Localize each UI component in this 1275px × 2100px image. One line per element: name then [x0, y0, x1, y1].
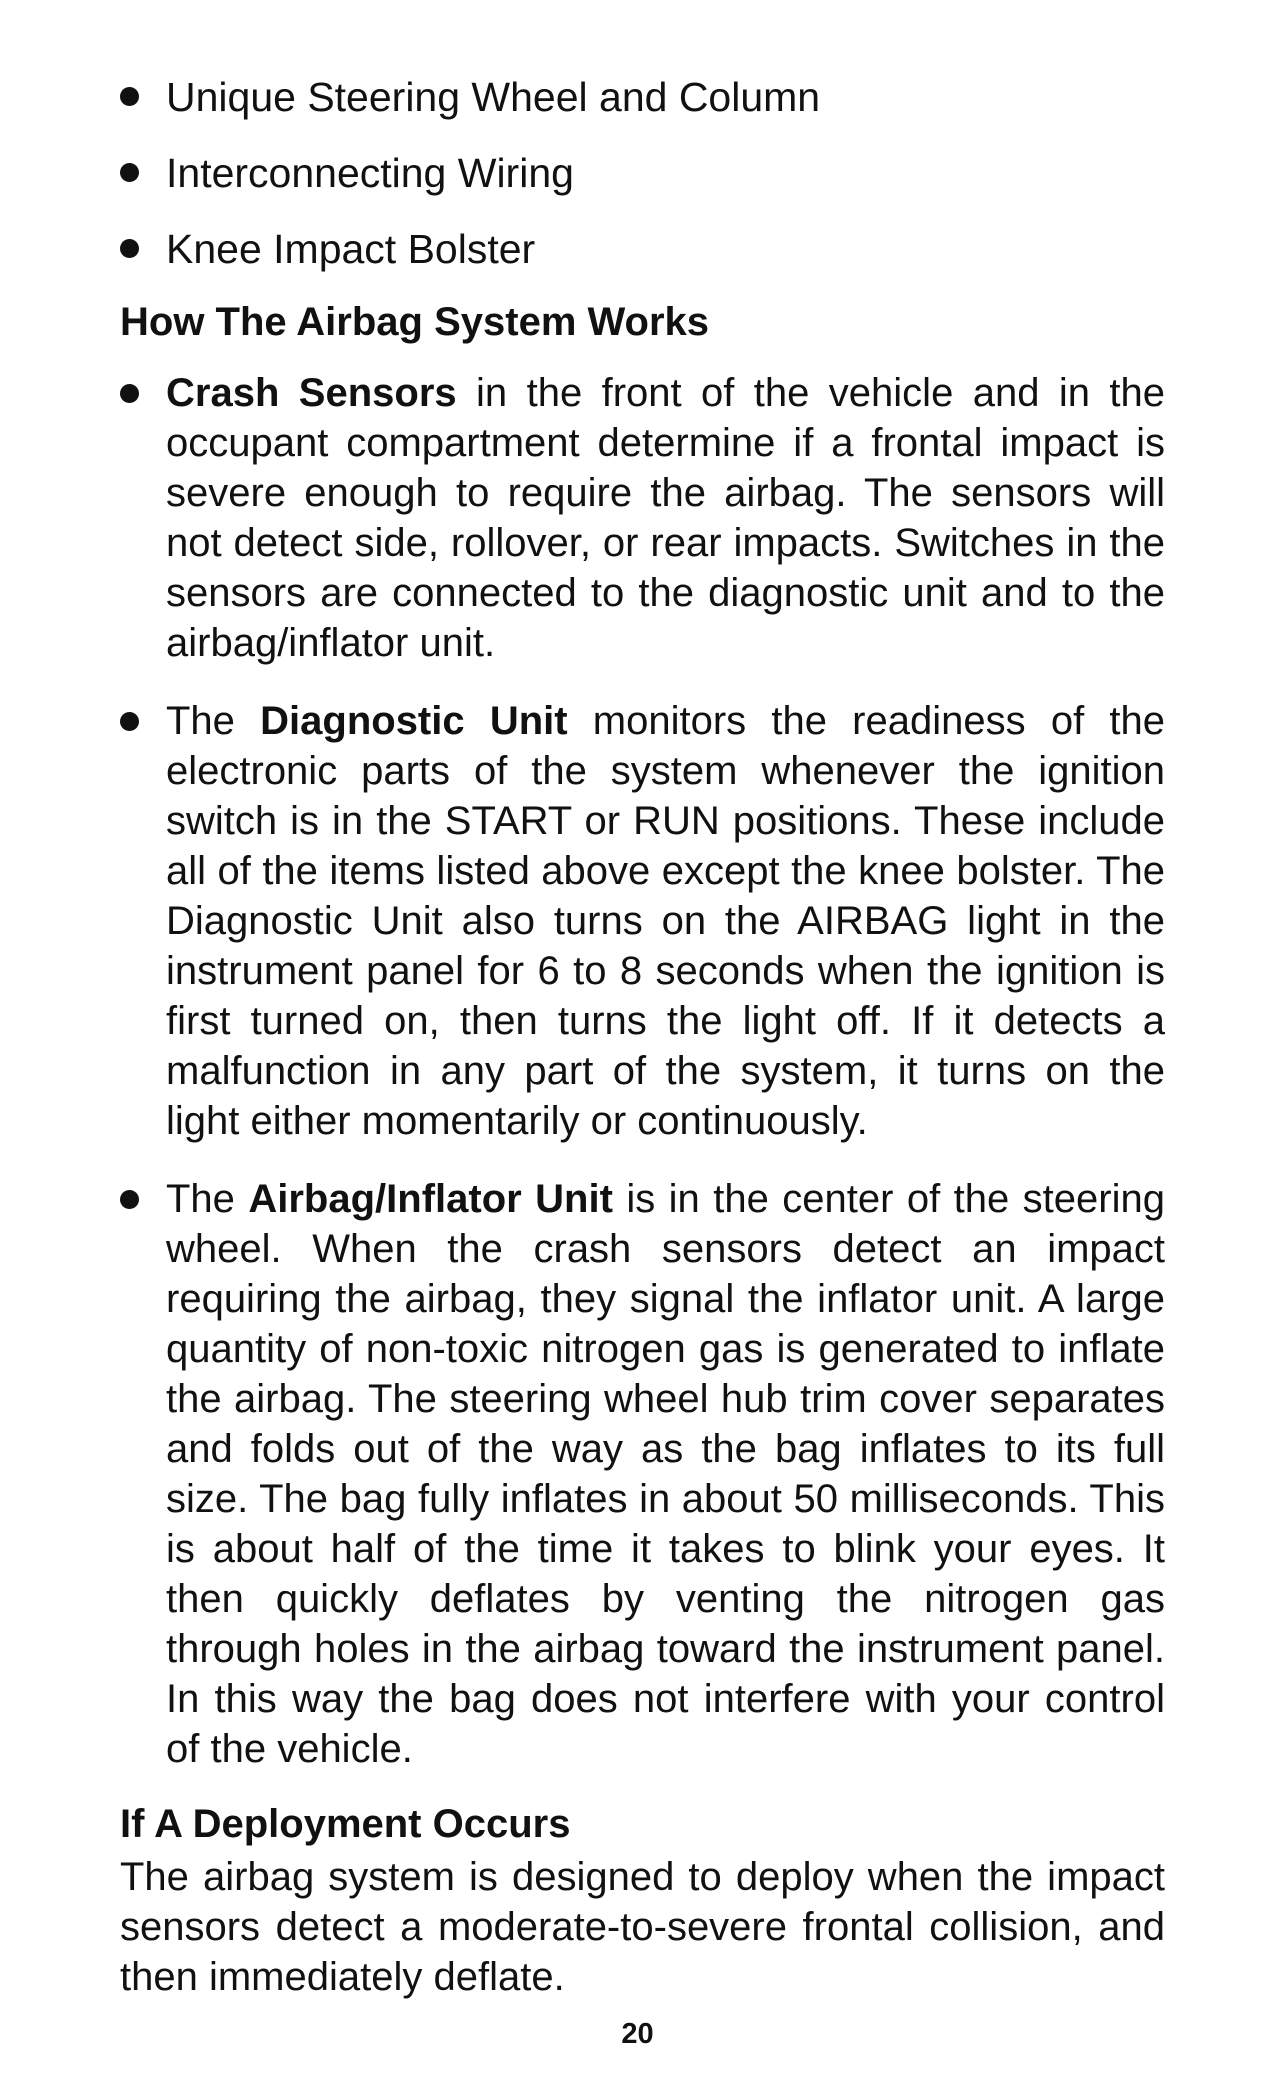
manual-page — [120, 72, 1165, 2002]
section-heading-deployment: If A Deployment Occurs — [120, 1802, 571, 1846]
component-list — [120, 72, 1165, 274]
list-item — [120, 148, 1165, 198]
list-item-text: Unique Steering Wheel and Column — [166, 74, 821, 120]
item-lead: The — [166, 1177, 249, 1221]
bullet-icon — [120, 163, 139, 182]
section-heading-how-it-works: How The Airbag System Works — [120, 300, 710, 344]
term-diagnostic-unit: Diagnostic Unit — [260, 699, 568, 743]
bullet-icon — [120, 239, 139, 258]
deployment-paragraph: The airbag system is designed to deploy when the impact sensors detect a moderate-to-severe frontal collision, and then immediately deflate. — [120, 1855, 1165, 1999]
list-item — [120, 368, 1165, 668]
item-description: is in the center of the steering wheel. When the crash sensors detect an impact requiring the airbag, they signal the inflator unit. A large quantity of non-toxic nitrogen gas is generated to inflate the airbag. The steering wheel hub trim cover separates and folds out of the way as the bag inflates to its full size. The bag fully inflates in about 50 milliseconds. This is about half of the time it takes to blink your eyes. It then quickly deflates by venting the nitrogen gas through holes in the airbag toward the instrument panel. In this way the bag does not interfere with your control of the vehicle. — [166, 1177, 1165, 1771]
bullet-icon — [120, 1190, 139, 1209]
item-description: in the front of the vehicle and in the occupant compartment determine if a frontal impact is severe enough to require the airbag. The sensors will not detect side, rollover, or rear impacts. Switches in the sensors are connected to the diagnostic unit and to the airbag/inflator unit. — [166, 371, 1166, 665]
item-lead: The — [166, 699, 261, 743]
list-item-text: Interconnecting Wiring — [166, 150, 574, 196]
term-crash-sensors: Crash Sensors — [166, 371, 457, 415]
list-item-text: Knee Impact Bolster — [166, 226, 536, 272]
how-it-works-list — [120, 368, 1165, 1774]
list-item — [120, 72, 1165, 122]
term-airbag-inflator-unit: Airbag/Inflator Unit — [248, 1177, 613, 1221]
bullet-icon — [120, 87, 139, 106]
list-item — [120, 1174, 1165, 1774]
item-description: monitors the readiness of the electronic parts of the system whenever the ignition switch is in the START or RUN positions. These include all of the items listed above except the knee bolster. The Diagnostic Unit also turns on the AIRBAG light in the instrument panel for 6 to 8 seconds when the ignition is first turned on, then turns the light off. If it detects a malfunction in any part of the system, it turns on the light either momentarily or continuously. — [166, 699, 1165, 1143]
bullet-icon — [120, 384, 139, 403]
bullet-icon — [120, 712, 139, 731]
list-item — [120, 696, 1165, 1146]
list-item — [120, 224, 1165, 274]
page-number: 20 — [621, 2018, 654, 2050]
